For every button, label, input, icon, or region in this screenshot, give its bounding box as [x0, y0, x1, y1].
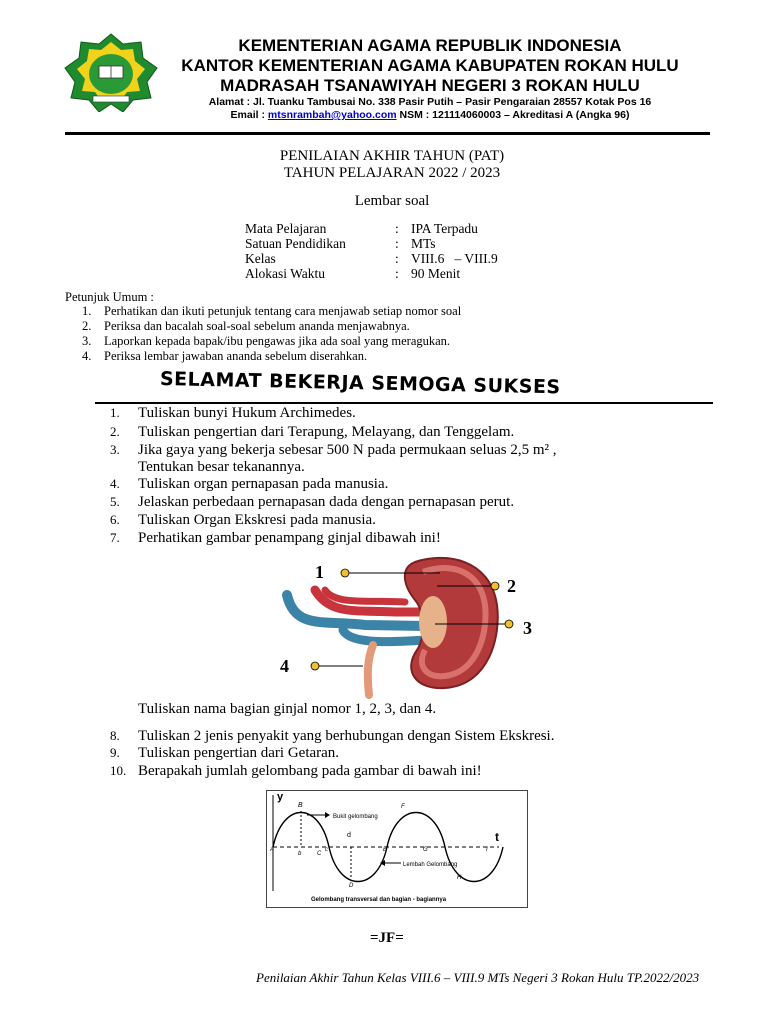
question-text: Jelaskan perbedaan pernapasan dada dengan pernapasan perut.	[138, 494, 515, 510]
marker-1-icon	[341, 569, 349, 577]
instruction-text: Perhatikan dan ikuti petunjuk tentang cara menjawab setiap nomor soal	[104, 304, 462, 318]
exam-year: TAHUN PELAJARAN 2022 / 2023	[283, 165, 501, 181]
instruction-item	[82, 334, 461, 349]
wave-crest-label: Bukit gelombang	[333, 814, 378, 820]
info-value: VIII.6 – VIII.9	[411, 251, 498, 266]
wave-point-d: d	[347, 832, 351, 839]
question-text: Perhatikan gambar penampang ginjal dibawah ini!	[138, 530, 441, 546]
kemenag-logo-icon	[63, 32, 159, 112]
instruction-number: 2.	[82, 319, 92, 333]
wave-point-b: b	[298, 851, 302, 857]
instructions-list	[82, 304, 461, 364]
wave-axis-y: y	[277, 791, 284, 803]
wave-point-c: c	[325, 847, 328, 853]
exam-sheet-label: Lembar soal	[354, 193, 430, 209]
nsm-text: NSM : 121114060003 – Akreditasi A (Angka 96)	[396, 109, 630, 121]
info-value: IPA Terpadu	[411, 221, 478, 236]
slogan-banner: SELAMAT BEKERJA SEMOGA SUKSES	[159, 368, 561, 399]
instruction-text: Periksa lembar jawaban ananda sebelum diserahkan.	[104, 349, 368, 363]
question-text: Tuliskan 2 jenis penyakit yang berhubungan dengan Sistem Ekskresi.	[138, 728, 555, 744]
kidney-label-4: 4	[280, 656, 289, 676]
wave-point-B: B	[298, 802, 303, 809]
info-sep: :	[395, 236, 399, 251]
question-number: 7.	[110, 530, 120, 545]
marker-3-icon	[505, 620, 513, 628]
question-number: 2.	[110, 424, 120, 439]
kidney-instruction: Tuliskan nama bagian ginjal nomor 1, 2, 3, dan 4.	[138, 701, 437, 717]
info-row	[245, 251, 498, 266]
kidney-label-1: 1	[315, 562, 324, 582]
exam-title: PENILAIAN AKHIR TAHUN (PAT)	[279, 148, 505, 164]
instruction-number: 4.	[82, 349, 92, 363]
question-text: Tuliskan pengertian dari Getaran.	[138, 745, 340, 761]
question-text: Tuliskan Organ Ekskresi pada manusia.	[138, 512, 376, 528]
wave-trough-label: Lembah Gelombang	[403, 862, 458, 868]
question-number: 9.	[110, 745, 120, 760]
wave-point-A: A	[270, 847, 275, 853]
instruction-item	[82, 304, 461, 319]
marker-4-icon	[311, 662, 319, 670]
header-contact	[200, 109, 660, 121]
info-value: 90 Menit	[411, 266, 461, 281]
exam-info-table	[245, 221, 498, 281]
wave-point-H: H	[457, 875, 462, 881]
kidney-cross-section-diagram	[275, 550, 565, 700]
question-continuation: Tentukan besar tekanannya.	[138, 459, 305, 475]
question-number: 1.	[110, 405, 120, 420]
wave-point-G: G	[423, 847, 428, 853]
page-footer: Penilaian Akhir Tahun Kelas VIII.6 – VIII.9 MTs Negeri 3 Rokan Hulu TP.2022/2023	[256, 970, 700, 985]
info-row	[245, 236, 498, 251]
instruction-item	[82, 349, 461, 364]
info-key: Satuan Pendidikan	[245, 236, 346, 251]
question-text: Tuliskan bunyi Hukum Archimedes.	[138, 405, 356, 421]
wave-point-E: E	[383, 847, 388, 853]
wave-point-C: C	[317, 851, 322, 857]
email-prefix: Email :	[230, 109, 268, 121]
marker-2-icon	[491, 582, 499, 590]
question-number: 8.	[110, 728, 120, 743]
info-row	[245, 266, 498, 281]
wave-caption: Gelombang transversal dan bagian - bagiannya	[311, 897, 447, 903]
info-value: MTs	[411, 236, 436, 251]
info-sep: :	[395, 251, 399, 266]
wave-point-I: I	[486, 847, 488, 853]
info-row	[245, 221, 498, 236]
info-sep: :	[395, 266, 399, 281]
instruction-number: 1.	[82, 304, 92, 318]
question-number: 10.	[110, 763, 127, 778]
info-key: Mata Pelajaran	[245, 221, 327, 236]
header-office: KANTOR KEMENTERIAN AGAMA KABUPATEN ROKAN HULU	[181, 56, 679, 75]
question-text: Jika gaya yang bekerja sebesar 500 N pada permukaan seluas 2,5 m² ,	[138, 442, 557, 458]
instruction-item	[82, 319, 461, 334]
kidney-label-2: 2	[507, 576, 516, 596]
header-school: MADRASAH TSANAWIYAH NEGERI 3 ROKAN HULU	[220, 76, 640, 95]
ureter-icon	[368, 645, 373, 695]
slogan-divider	[95, 402, 713, 404]
kidney-label-3: 3	[523, 618, 532, 638]
info-key: Kelas	[245, 251, 276, 266]
wave-point-D: D	[349, 883, 354, 889]
question-number: 3.	[110, 442, 120, 457]
instruction-number: 3.	[82, 334, 92, 348]
closing-signature: =JF=	[370, 930, 404, 946]
info-key: Alokasi Waktu	[245, 266, 326, 281]
transverse-wave-diagram	[266, 790, 528, 908]
question-number: 5.	[110, 494, 120, 509]
question-text: Berapakah jumlah gelombang pada gambar di bawah ini!	[138, 763, 482, 779]
question-text: Tuliskan organ pernapasan pada manusia.	[138, 476, 389, 492]
instructions-heading: Petunjuk Umum :	[65, 290, 154, 304]
instruction-text: Laporkan kepada bapak/ibu pengawas jika ada soal yang meragukan.	[104, 334, 451, 348]
info-sep: :	[395, 221, 399, 236]
question-text: Tuliskan pengertian dari Terapung, Melayang, dan Tenggelam.	[138, 424, 515, 440]
question-number: 4.	[110, 476, 120, 491]
header-ministry: KEMENTERIAN AGAMA REPUBLIK INDONESIA	[238, 36, 622, 55]
instruction-text: Periksa dan bacalah soal-soal sebelum ananda menjawabnya.	[104, 319, 410, 333]
wave-axis-t: t	[495, 830, 499, 844]
header-divider	[65, 132, 710, 135]
wave-point-F: F	[401, 804, 405, 810]
email-link[interactable]: mtsnrambah@yahoo.com	[267, 109, 397, 121]
question-number: 6.	[110, 512, 120, 527]
header-address: Alamat : Jl. Tuanku Tambusai No. 338 Pasir Putih – Pasir Pengaraian 28557 Kotak Pos 16	[208, 96, 652, 108]
